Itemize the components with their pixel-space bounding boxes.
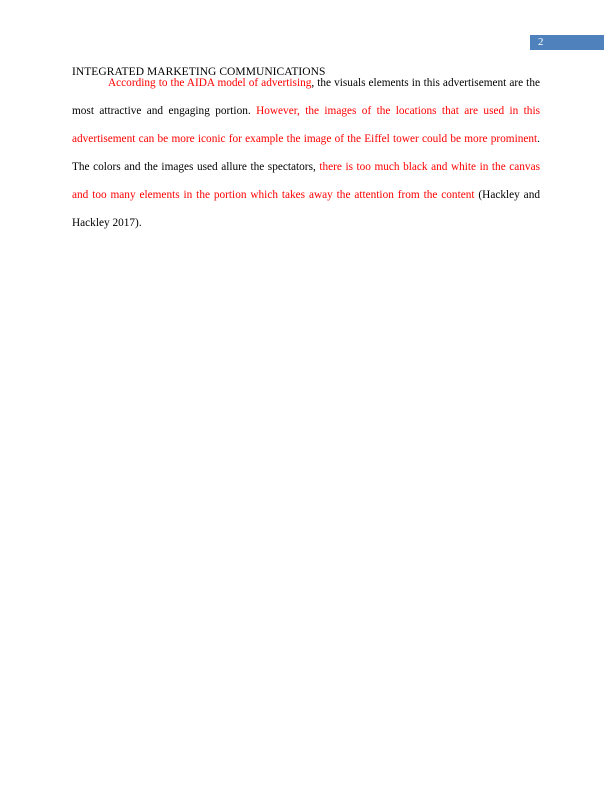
body-paragraph xyxy=(72,69,540,237)
page-number: 2 xyxy=(538,36,544,48)
text-segment-highlight: However, the images of the locations that are used in this advertisement can be more iconic for example the image of the Eiffel tower could be more prominent xyxy=(72,105,540,145)
text-segment: , the visuals elements in this advertisement are the most attractive and engaging portion. xyxy=(72,77,540,117)
running-head: INTEGRATED MARKETING COMMUNICATIONS xyxy=(72,66,326,78)
text-segment-highlight: there is too much black and white in the canvas and too many elements in the portion which takes away the attention from the content xyxy=(72,161,540,201)
text-segment: . The colors and the images used allure the spectators, xyxy=(72,133,540,173)
text-segment-highlight: According to the AIDA model of advertising xyxy=(108,77,312,89)
text-segment: (Hackley and Hackley 2017). xyxy=(72,189,540,229)
page-number-badge xyxy=(530,35,604,50)
